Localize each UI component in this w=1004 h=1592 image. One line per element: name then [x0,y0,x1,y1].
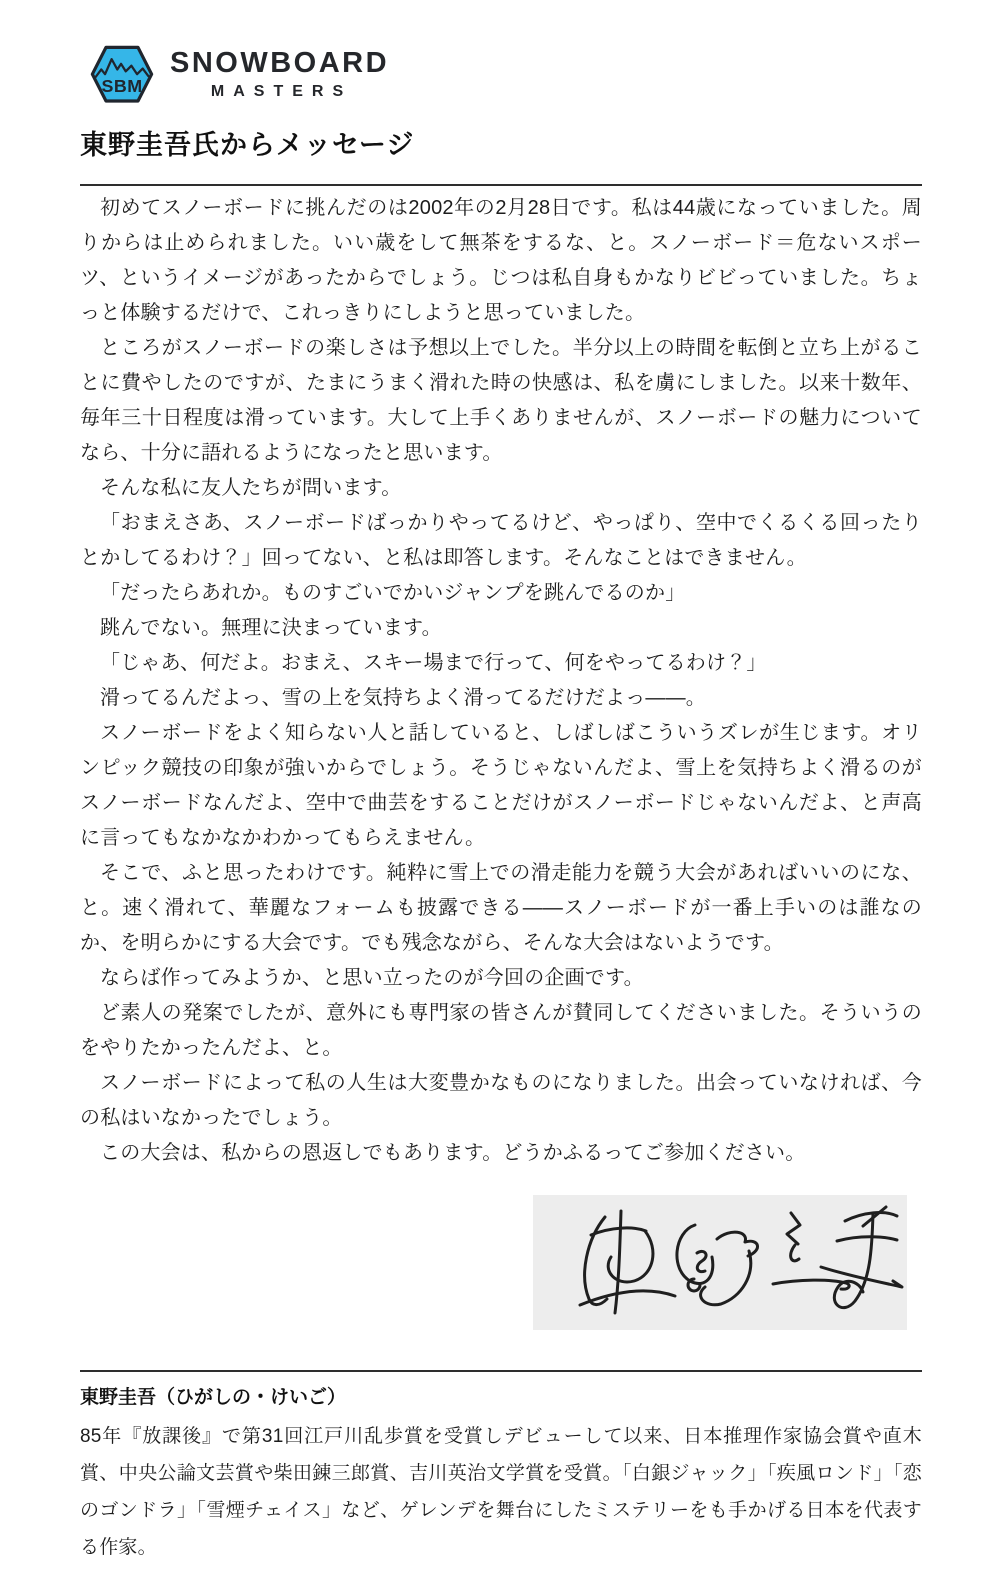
snowboard-masters-logo [90,45,922,103]
sbm-hexagon-badge [90,45,154,103]
top-divider [80,184,922,186]
wordmark-masters: MASTERS [210,82,353,100]
badge-text: SBM [101,76,143,97]
message-body [80,191,922,1171]
message-paragraph: 「だったらあれか。ものすごいでかいジャンプを跳んでるのか」 [100,582,686,605]
message-paragraph: 跳んでない。無理に決まっています。 [100,617,442,640]
message-paragraph: 初めてスノーボードに挑んだのは2002年の2月28日です。私は44歳になっていました。周りからは止められました。いい歳をして無茶をするな、と。スノーボード＝危ないスポーツ、というイメージがあったからでしょう。じつは私自身もかなりビビっていました。ちょっと体験するだけで、これっきりにしようと思っていました。 [80,197,922,325]
sbm-hexagon-icon [90,45,154,103]
message-paragraph: 「おまえさあ、スノーボードばっかりやってるけど、やっぱり、空中でくるくる回ったりとかしてるわけ？」回ってない、と私は即答します。そんなことはできません。 [80,512,922,570]
message-paragraph: この大会は、私からの恩返しでもあります。どうかふるってご参加ください。 [100,1142,806,1165]
message-paragraph: スノーボードをよく知らない人と話していると、しばしばこういうズレが生じます。オリンピック競技の印象が強いからでしょう。そうじゃないんだよ、雪上を気持ちよく滑るのがスノーボードなんだよ、空中で曲芸をすることだけがスノーボードじゃないんだよ、と声高に言ってもなかなかわかってもらえません。 [80,722,922,850]
message-paragraph: ど素人の発案でしたが、意外にも専門家の皆さんが賛同してくださいました。そういうのをやりたかったんだよ、と。 [80,1002,922,1060]
message-paragraph: ところがスノーボードの楽しさは予想以上でした。半分以上の時間を転倒と立ち上がることに費やしたのですが、たまにうまく滑れた時の快感は、私を虜にしました。以来十数年、毎年三十日程度は滑っています。大して上手くありませんが、スノーボードの魅力についてなら、十分に語れるようになったと思います。 [80,337,922,465]
message-paragraph: そこで、ふと思ったわけです。純粋に雪上での滑走能力を競う大会があればいいのにな、と。速く滑れて、華麗なフォームも披露できる――スノーボードが一番上手いのは誰なのか、を明らかにする大会です。でも残念ながら、そんな大会はないようです。 [80,862,922,955]
message-paragraph: 「じゃあ、何だよ。おまえ、スキー場まで行って、何をやってるわけ？」 [100,652,767,675]
handwritten-signature-icon [533,1195,907,1330]
author-name: 東野圭吾（ひがしの・けいご） [80,1387,347,1409]
logo-wordmark [170,46,390,100]
higashino-signature-image [533,1195,907,1330]
message-paragraph: スノーボードによって私の人生は大変豊かなものになりました。出会っていなければ、今の私はいなかったでしょう。 [80,1072,922,1130]
author-profile [80,1386,922,1566]
bottom-divider [80,1370,922,1372]
message-paragraph: 滑ってるんだよっ、雪の上を気持ちよく滑ってるだけだよっ――。 [100,687,706,710]
wordmark-snowboard: SNOWBOARD [170,46,390,79]
page-title: 東野圭吾氏からメッセージ [80,130,415,160]
author-bio: 85年『放課後』で第31回江戸川乱歩賞を受賞しデビューして以来、日本推理作家協会賞や直木賞、中央公論文芸賞や柴田錬三郎賞、吉川英治文学賞を受賞。「白銀ジャック」「疾風ロンド」「恋のゴンドラ」「雪煙チェイス」など、ゲレンデを舞台にしたミステリーをも手かげる日本を代表する作家。 [80,1425,922,1558]
message-paragraph: そんな私に友人たちが問います。 [100,477,402,500]
message-paragraph: ならば作ってみようか、と思い立ったのが今回の企画です。 [100,967,644,990]
